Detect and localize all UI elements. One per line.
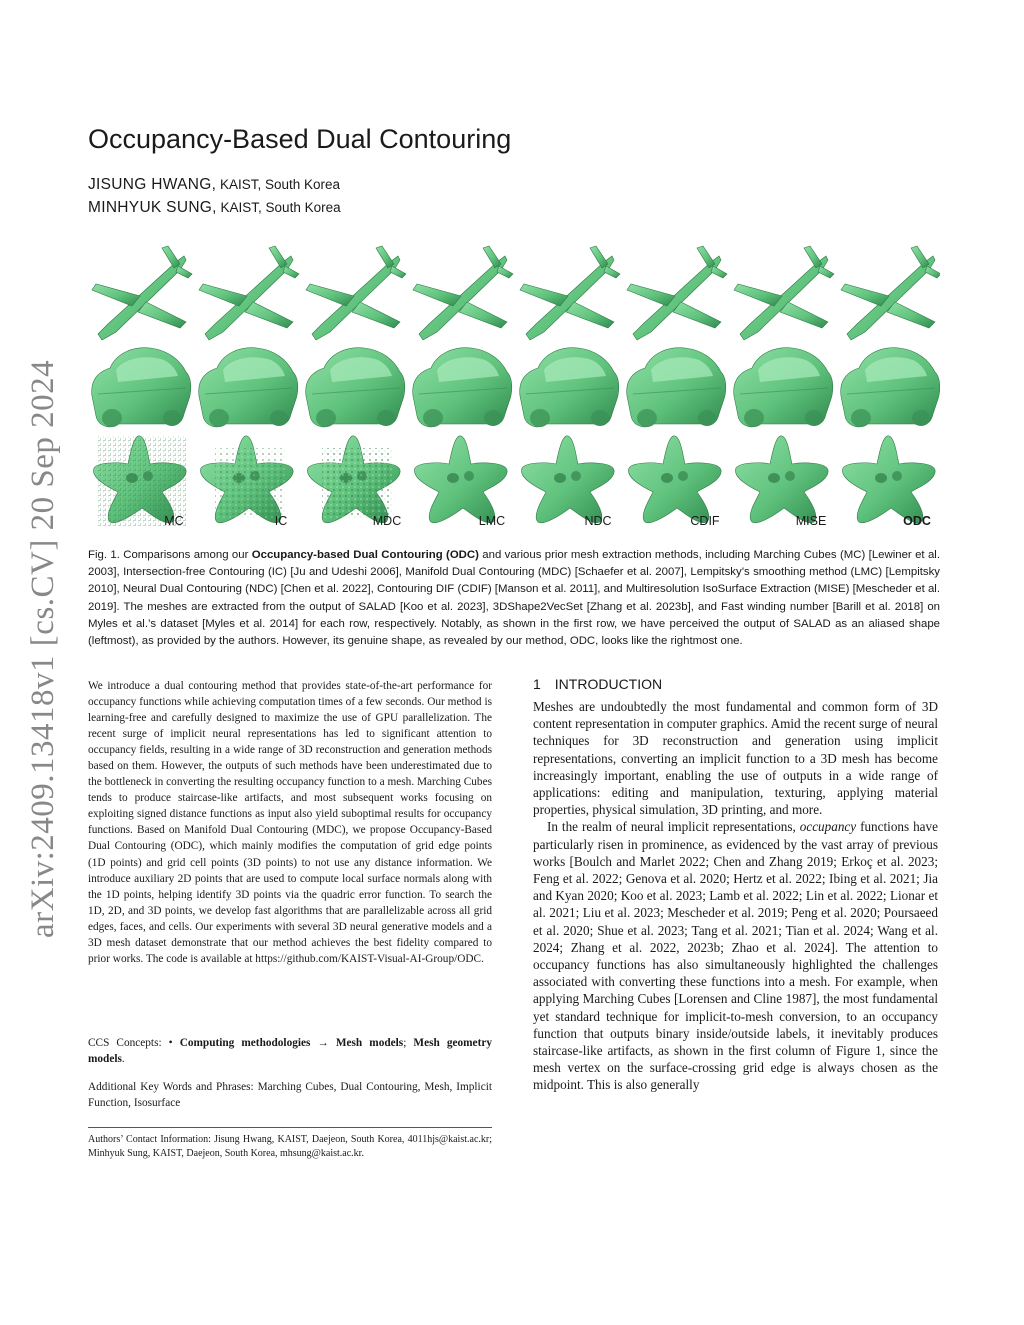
caption-bold: Occupancy-based Dual Contouring (ODC) [251, 549, 479, 561]
intro-text: In the realm of neural implicit representations, [547, 819, 800, 835]
ccs-concepts [88, 1035, 492, 1067]
method-label-ndc: NDC [584, 514, 612, 528]
author-line [88, 176, 340, 194]
author-affiliation: KAIST, South Korea [216, 177, 341, 192]
figure-row-cars [92, 348, 940, 427]
introduction-body [533, 698, 938, 1094]
figure-caption [88, 547, 940, 650]
author-name: MINHYUK SUNG, [88, 199, 217, 216]
method-label-mise: MISE [795, 514, 827, 528]
author-affiliation: KAIST, South Korea [216, 200, 341, 215]
ccs-arrow: → [310, 1037, 336, 1049]
ccs-term: Computing methodologies [179, 1037, 311, 1049]
method-label-lmc: LMC [478, 514, 506, 528]
ccs-separator: ; [403, 1037, 414, 1049]
method-label-mdc: MDC [372, 514, 402, 528]
footnote-rule [88, 1127, 492, 1128]
method-label-mc: MC [164, 514, 184, 528]
author-line [88, 199, 341, 217]
ccs-end: . [121, 1053, 125, 1066]
figure-row-airplanes [92, 246, 940, 340]
paper-title: Occupancy-Based Dual Contouring [88, 124, 512, 154]
intro-emphasis: occupancy [799, 819, 857, 835]
author-name: JISUNG HWANG, [88, 176, 217, 193]
method-label-ic: IC [274, 514, 288, 528]
method-label-cdif: CDIF [690, 514, 720, 528]
author-contact: Authors’ Contact Information: Jisung Hwang, KAIST, Daejeon, South Korea, 4011hjs@kaist.ac.kr; Minhyuk Sung, KAIST, Daejeon, South Korea, mhsung@kaist.ac.kr. [88, 1134, 492, 1160]
method-label-odc: ODC [903, 514, 931, 528]
keywords: Additional Key Words and Phrases: Marching Cubes, Dual Contouring, Mesh, Implicit Function, Isosurface [88, 1081, 492, 1110]
intro-text: functions have particularly risen in prominence, as evidenced by the vast array of previous works [Boulch and Marlet 2022; Chen and Zhang 2019; Erkoç et al. 2023; Feng et al. 2022; Genova et al. 2020; Hertz et al. 2022; Ibing et al. 2021; Jia and Kyan 2020; Koo et al. 2023; Lamb et al. 2022; Lin et al. 2022; Lionar et al. 2021; Liu et al. 2023; Mescheder et al. 2019; Peng et al. 2020; Poursaeed et al. 2020; Shue et al. 2023; Tang et al. 2021; Tian et al. 2024; Wang et al. 2024; Zhang et al. 2022, 2023b; Zhao et al. 2024]. The attention to occupancy functions has also simultaneously highlighted the challenges associated with converting these functions into a mesh. For example, when applying Marching Cubes [Lorensen and Cline 1987], the most fundamental yet standard technique for implicit-to-mesh conversion, to an occupancy function that outputs binary inside/outside labels, it inevitably produces staircase-like artifacts, as shown in the first column of Figure 1, since the mesh vertex on the surface-crossing grid edge is always chosen as the midpoint. This is also generally [533, 819, 938, 1093]
intro-paragraph: Meshes are undoubtedly the most fundamental and common form of 3D content representation in computer graphics. Amid the recent surge of neural techniques for 3D reconstruction and generation using implicit representations, converting an implicit function to a 3D mesh has become increasingly important, enabling the use of outputs in a wide range of applications: editing and manipulation, texturing, applying material properties, physical simulation, 3D printing, and more. [533, 699, 938, 818]
section-title: INTRODUCTION [554, 676, 663, 692]
section-number: 1 [533, 676, 541, 692]
section-heading [533, 676, 662, 692]
ccs-term: Mesh models [335, 1037, 404, 1049]
ccs-prefix: CCS Concepts: • [88, 1037, 180, 1049]
caption-label: Fig. 1. Comparisons among our [88, 549, 252, 561]
teaser-figure [88, 236, 940, 536]
abstract: We introduce a dual contouring method that provides state-of-the-art performance for occupancy functions while achieving computation times of a few seconds. Our method is learning-free and carefully designed to maximize the use of GPU parallelization. The recent surge of implicit neural representations has led to significant attention to occupancy fields, resulting in a wide range of 3D reconstruction and generation methods based on them. However, the outputs of such methods have been underestimated due to the bottleneck in converting the resulting occupancy function to a mesh. Marching Cubes tends to produce staircase-like artifacts, and most subsequent works focusing on exploiting signed distance functions as input also yield suboptimal results for occupancy functions. Based on Manifold Dual Contouring (MDC), we propose Occupancy-Based Dual Contouring (ODC), which mainly modifies the computation of grid edge points (1D points) and grid cell points (3D points) to not use any distance information. We introduce auxiliary 2D points that are used to compute local surface normals along with the 1D points, helping identify 3D points via the quadric error function. To search the 1D, 2D, and 3D points, we develop fast algorithms that are parallelizable across all grid edges, faces, and cells. Our experiments with several 3D neural generative models and a 3D mesh dataset demonstrate that our method achieves the best fidelity compared to prior works. The code is available at https://github.com/KAIST-Visual-AI-Group/ODC. [88, 680, 492, 965]
ccs-term: Mesh geometry models [88, 1037, 492, 1066]
figure-row-stars [93, 436, 935, 526]
intro-paragraph [533, 818, 938, 1093]
arxiv-stamp: arXiv:2409.13418v1 [cs.CV] 20 Sep 2024 [25, 359, 61, 938]
caption-text: and various prior mesh extraction methods, including Marching Cubes (MC) [Lewiner et al. 2003], Intersection-free Contouring (IC) [Ju and Udeshi 2006], Manifold Dual Contouring (MDC) [Schaefer et al. 2007], Lempitsky’s smoothing method (LMC) [Lempitsky 2010], Neural Dual Contouring (NDC) [Chen et al. 2022], Contouring DIF (CDIF) [Manson et al. 2011], and Multiresolution IsoSurface Extraction (MISE) [Mescheder et al. 2019]. The meshes are extracted from the output of SALAD [Koo et al. 2023], 3DShape2VecSet [Zhang et al. 2023b], and Fast winding number [Barill et al. 2018] on Myles et al.’s dataset [Myles et al. 2014] for each row, respectively. Notably, as shown in the first row, we have perceived the output of SALAD as an aliased shape (leftmost), as provided by the authors. However, its genuine shape, as revealed by our method, ODC, looks like the rightmost one. [88, 549, 940, 648]
